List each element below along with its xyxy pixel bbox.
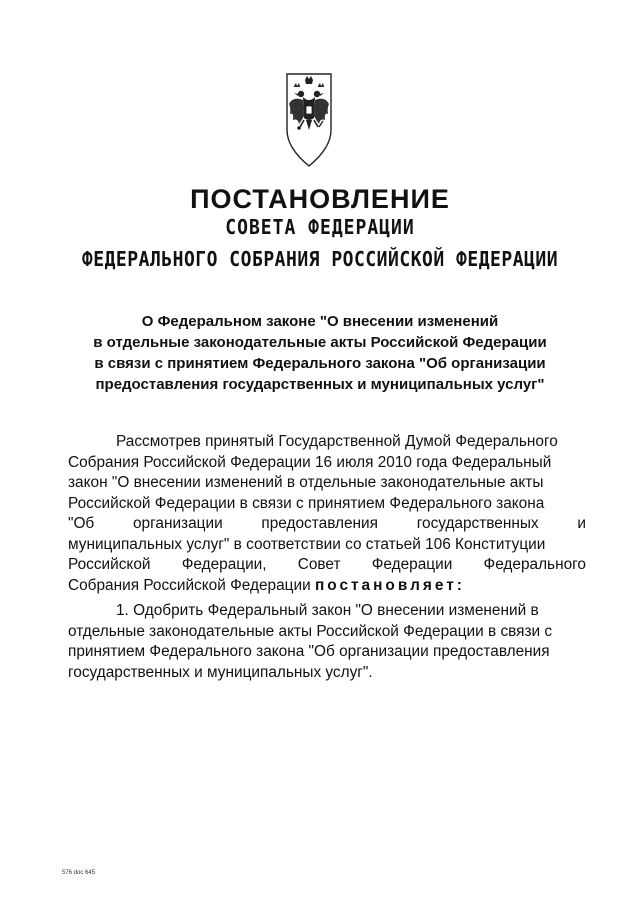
paragraph-line: государственных и муниципальных услуг".	[68, 663, 373, 681]
subject-line: в отдельные законодательные акты Российской Федерации	[93, 334, 547, 351]
word: организации	[132, 515, 223, 532]
paragraph-line: муниципальных услуг" в соответствии со статьей 106 Конституции	[68, 535, 546, 553]
word: Федерального	[483, 556, 586, 573]
word: и	[577, 515, 586, 532]
paragraph-line: 1. Одобрить Федеральный закон "О внесении изменений в	[116, 602, 539, 619]
document-code: 576 doc 645	[62, 870, 96, 876]
word: предоставления	[261, 515, 378, 532]
paragraph-line: Рассмотрев принятый Государственной Думой Федерального	[116, 433, 558, 450]
word: "Об	[68, 515, 95, 532]
document-title: ПОСТАНОВЛЕНИЕ	[190, 184, 450, 214]
paragraph-line: закон "О внесении изменений в отдельные законодательные акты	[68, 474, 544, 491]
paragraph-line	[68, 555, 586, 576]
word: Федерации,	[181, 556, 267, 573]
issuing-body-line-2: ФЕДЕРАЛЬНОГО СОБРАНИЯ РОССИЙСКОЙ ФЕДЕРАЦИИ	[81, 247, 559, 272]
word: Федерации	[371, 556, 453, 573]
word: Совет	[297, 556, 341, 573]
decree-keyword: постановляет:	[314, 576, 465, 594]
paragraph-line: Собрания Российской Федерации 16 июля 2010 года Федеральный	[68, 453, 552, 471]
subject-line: О Федеральном законе "О внесении изменений	[141, 313, 499, 330]
subject-line: в связи с принятием Федерального закона "Об организации	[94, 355, 546, 372]
paragraph-line	[68, 514, 586, 535]
paragraph-line	[68, 576, 586, 597]
paragraph-line: отдельные законодательные акты Российской Федерации в связи с	[68, 622, 553, 640]
resolution-item-1	[68, 601, 586, 683]
russian-coat-of-arms-icon	[281, 70, 337, 168]
subject-line: предоставления государственных и муниципальных услуг"	[95, 376, 545, 393]
document-subject	[70, 311, 570, 395]
decree-lead-text: Собрания Российской Федерации	[68, 576, 311, 594]
paragraph-line: Российской Федерации в связи с принятием Федерального закона	[68, 494, 545, 512]
word: Российской	[68, 556, 151, 573]
issuing-body-line-1: СОВЕТА ФЕДЕРАЦИИ	[225, 215, 415, 240]
word: государственных	[416, 515, 539, 532]
preamble-paragraph	[68, 432, 586, 596]
paragraph-line: принятием Федерального закона "Об организации предоставления	[68, 643, 550, 660]
